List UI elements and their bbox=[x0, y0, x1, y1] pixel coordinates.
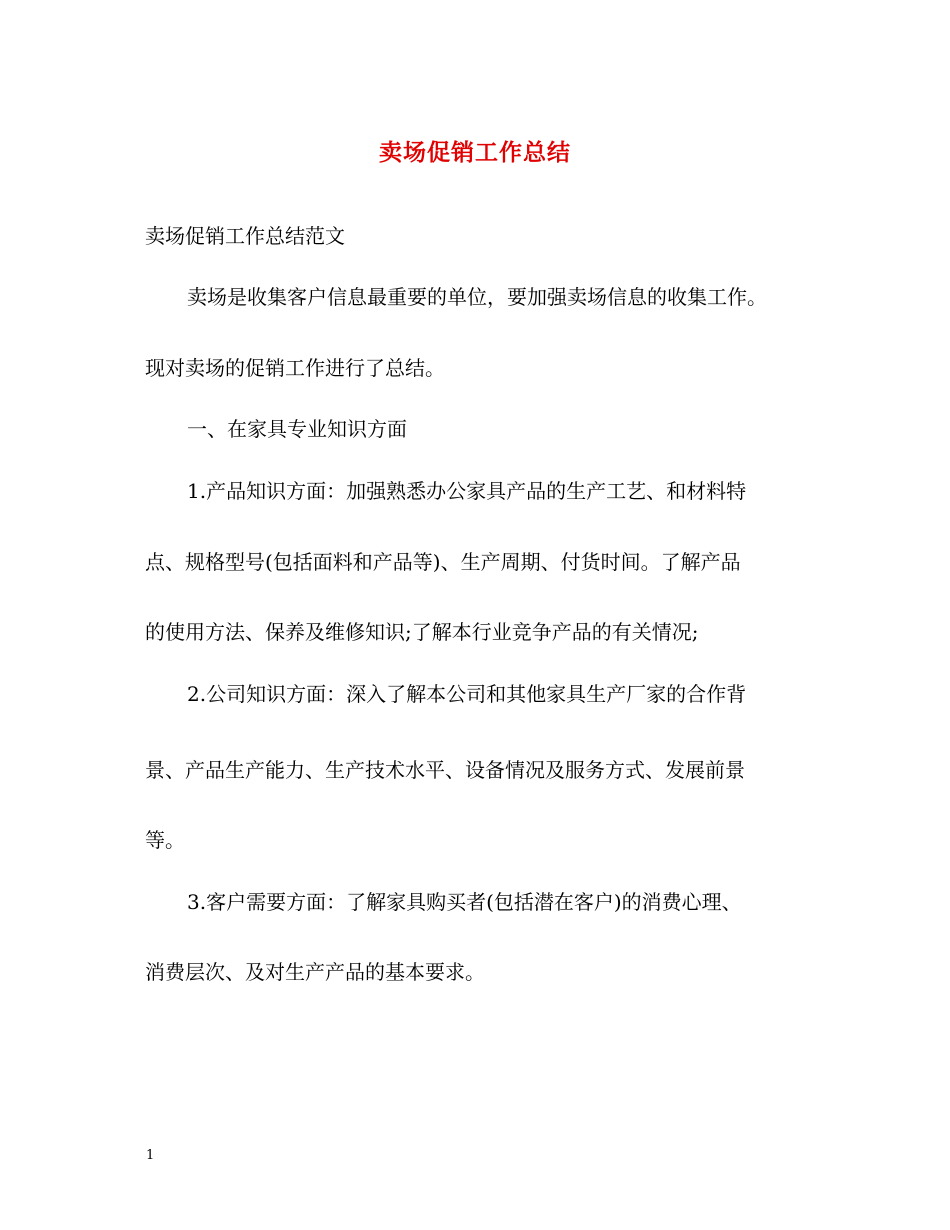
paragraph-line: 点、规格型号(包括面料和产品等)、生产周期、付货时间。了解产品 bbox=[145, 550, 741, 574]
paragraph-line: 卖场是收集客户信息最重要的单位，要加强卖场信息的收集工作。 bbox=[187, 285, 767, 309]
paragraph-line: 消费层次、及对生产产品的基本要求。 bbox=[145, 960, 485, 984]
subtitle-line: 卖场促销工作总结范文 bbox=[145, 224, 345, 248]
document-title: 卖场促销工作总结 bbox=[379, 139, 571, 166]
paragraph-line: 2.公司知识方面：深入了解本公司和其他家具生产厂家的合作背 bbox=[187, 682, 747, 706]
paragraph-line: 等。 bbox=[145, 828, 185, 852]
page-number: 1 bbox=[146, 1148, 155, 1163]
paragraph-line: 1.产品知识方面：加强熟悉办公家具产品的生产工艺、和材料特 bbox=[187, 479, 747, 503]
section-heading: 一、在家具专业知识方面 bbox=[187, 417, 407, 441]
paragraph-line: 3.客户需要方面：了解家具购买者(包括潜在客户)的消费心理、 bbox=[187, 890, 742, 914]
paragraph-line: 的使用方法、保养及维修知识;了解本行业竞争产品的有关情况; bbox=[145, 620, 699, 644]
paragraph-line: 现对卖场的促销工作进行了总结。 bbox=[145, 356, 445, 380]
paragraph-line: 景、产品生产能力、生产技术水平、设备情况及服务方式、发展前景 bbox=[145, 758, 745, 782]
